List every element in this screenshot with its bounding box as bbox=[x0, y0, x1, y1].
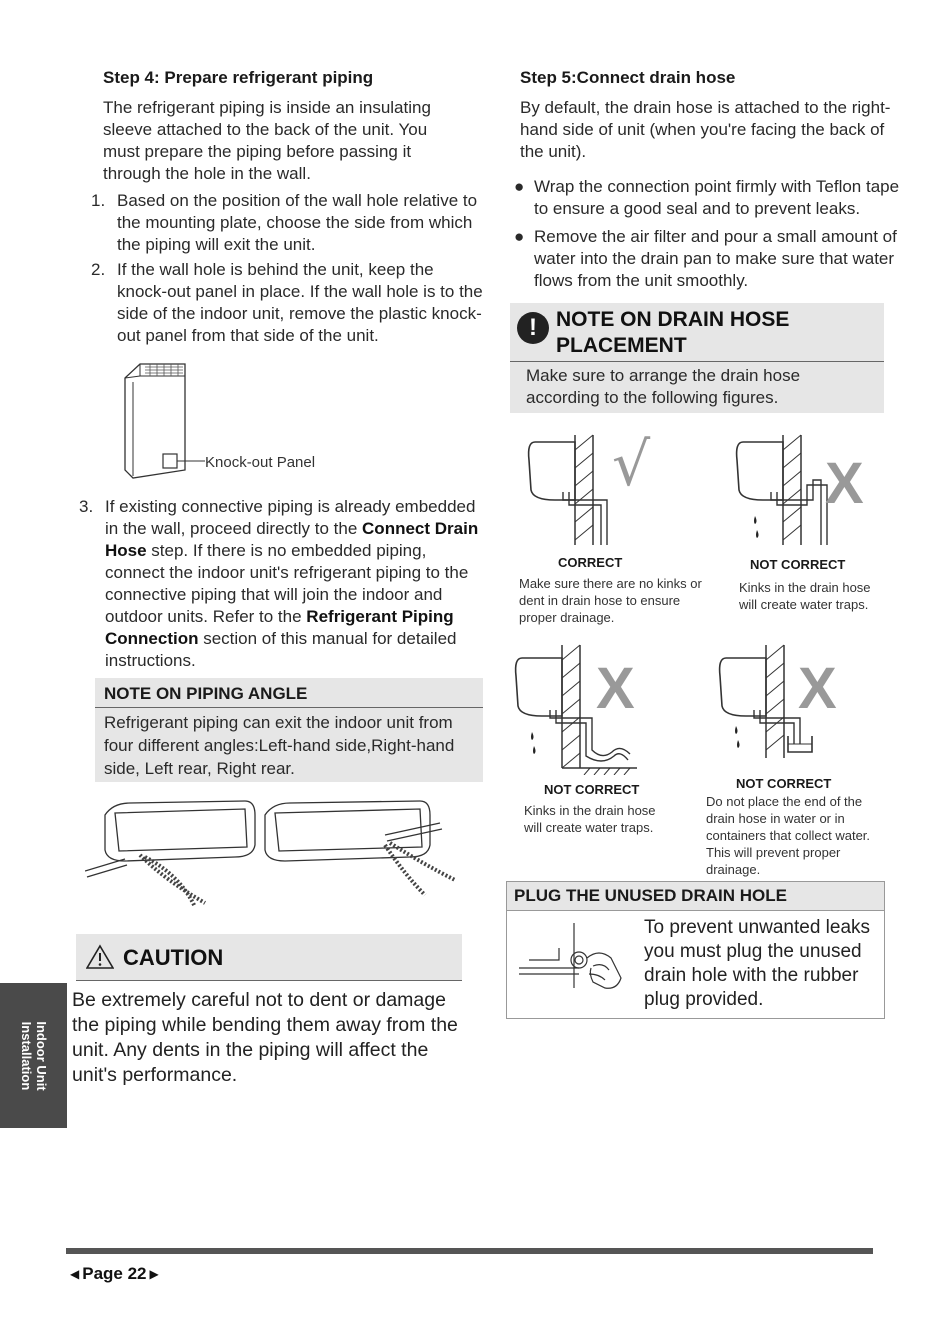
piping-angle-note-title: NOTE ON PIPING ANGLE bbox=[104, 684, 308, 703]
figure-4-status: NOT CORRECT bbox=[736, 776, 832, 791]
drain-hose-note-title: NOTE ON DRAIN HOSE PLACEMENT bbox=[556, 308, 790, 357]
item-text: If the wall hole is behind the unit, keep the knock-out panel in place. If the wall hole is to the side of the indoor unit, remove the plastic knock-out panel from that side of the unit. bbox=[117, 260, 483, 345]
knockout-panel-label: Knock-out Panel bbox=[205, 454, 316, 471]
side-tab-line-2: Installation bbox=[18, 1021, 34, 1090]
figure-3-status: NOT CORRECT bbox=[544, 782, 640, 797]
incorrect-x-mark-2: X bbox=[596, 656, 635, 721]
plug-drain-hole-title: PLUG THE UNUSED DRAIN HOLE bbox=[514, 886, 787, 905]
item-text: Based on the position of the wall hole relative to the mounting plate, choose the side from which the piping will exit the unit. bbox=[117, 191, 478, 254]
bullet-text: Remove the air filter and pour a small amount of water into the drain pan to make sure that water flows from the unit smoothly. bbox=[534, 227, 897, 290]
page-number: Page 22 bbox=[82, 1264, 147, 1283]
step4-intro: The refrigerant piping is inside an insulating sleeve attached to the back of the unit. You must prepare the piping before passing it through the hole in the wall. bbox=[103, 98, 431, 183]
prev-page-arrow-icon[interactable]: ◀ bbox=[70, 1267, 80, 1281]
step5-title: Step 5:Connect drain hose bbox=[520, 68, 736, 87]
step5-bullet-1 bbox=[514, 176, 906, 220]
caution-title: CAUTION bbox=[123, 945, 224, 970]
step5-intro: By default, the drain hose is attached to the right-hand side of unit (when you're facing the back of the unit). bbox=[520, 98, 891, 161]
item-number: 2. bbox=[91, 260, 106, 279]
item-number: 3. bbox=[79, 497, 94, 516]
step4-item-1 bbox=[91, 190, 483, 256]
exclamation-icon: ! bbox=[517, 312, 549, 344]
figure-1-description: Make sure there are no kinks or dent in drain hose to ensure proper drainage. bbox=[519, 576, 702, 625]
bullet-icon: ● bbox=[514, 177, 525, 196]
step4-item-2 bbox=[91, 259, 483, 347]
item-number: 1. bbox=[91, 191, 106, 210]
step4-item-3 bbox=[79, 496, 479, 672]
piping-angle-note-text: Refrigerant piping can exit the indoor unit from four different angles:Left-hand side,Right-hand side, Left rear, Right rear. bbox=[104, 713, 455, 778]
bullet-text: Wrap the connection point firmly with Teflon tape to ensure a good seal and to prevent leaks. bbox=[534, 177, 900, 218]
drain-hose-note-text: Make sure to arrange the drain hose according to the following figures. bbox=[526, 366, 801, 407]
figure-2-status: NOT CORRECT bbox=[750, 557, 846, 572]
drain-hose-note-box bbox=[510, 303, 884, 413]
side-tab-line-1: Indoor Unit bbox=[33, 1020, 49, 1091]
section-side-tab bbox=[0, 983, 67, 1128]
figure-2-description: Kinks in the drain hose will create water traps. bbox=[739, 580, 871, 612]
step4-title: Step 4: Prepare refrigerant piping bbox=[103, 68, 374, 87]
page-number-nav bbox=[70, 1264, 159, 1284]
warning-triangle-icon bbox=[86, 944, 114, 970]
plug-drain-hole-box bbox=[506, 881, 885, 1019]
figure-4-description: Do not place the end of the drain hose in water or in containers that collect water. This will prevent proper drainage. bbox=[706, 794, 871, 877]
correct-check-mark: √ bbox=[612, 430, 651, 500]
item-text: If existing connective piping is already embedded in the wall, proceed directly to the Connect Drain Hose step. If there is no embedded piping, connect the indoor unit's refrigerant piping to the connective piping that will join the indoor and outdoor units. Refer to the Refrigerant Piping Connection section of this manual for detailed instructions. bbox=[105, 497, 479, 670]
incorrect-x-mark-3: X bbox=[798, 656, 837, 721]
figure-3-description: Kinks in the drain hose will create water traps. bbox=[524, 803, 656, 835]
plug-drain-hole-text: To prevent unwanted leaks you must plug the unused drain hole with the rubber plug provided. bbox=[644, 917, 871, 1010]
piping-angle-illustration bbox=[85, 795, 470, 915]
step5-bullet-2 bbox=[514, 226, 906, 292]
bullet-icon: ● bbox=[514, 227, 525, 246]
incorrect-x-mark-1: X bbox=[825, 451, 864, 516]
caution-text: Be extremely careful not to dent or damage the piping while bending them away from the unit. Any dents in the piping will affect the unit's performance. bbox=[72, 989, 458, 1086]
figure-1-status: CORRECT bbox=[558, 555, 623, 570]
rubber-plug-illustration bbox=[519, 918, 629, 1003]
footer-rule bbox=[66, 1248, 873, 1254]
drain-incorrect-illustration-1 bbox=[733, 430, 833, 550]
caution-header bbox=[76, 934, 462, 981]
piping-angle-note-box bbox=[95, 678, 483, 782]
next-page-arrow-icon[interactable]: ▶ bbox=[149, 1267, 159, 1281]
knockout-panel-illustration bbox=[115, 358, 205, 483]
